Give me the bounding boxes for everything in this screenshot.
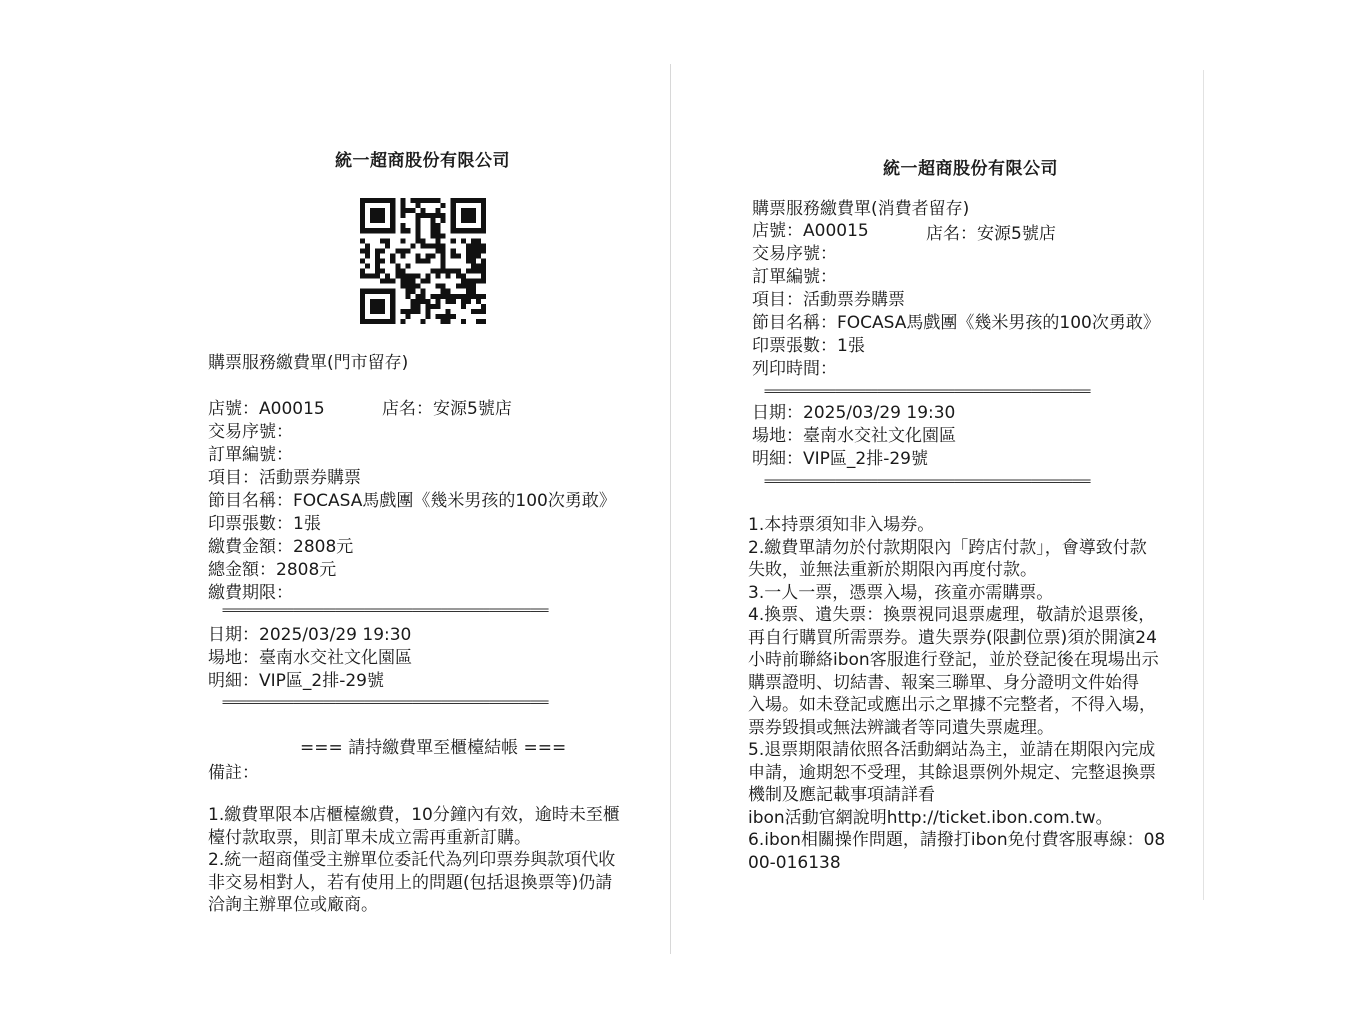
separator-line: ======================================================= — [222, 696, 548, 708]
event-venue: 場地：臺南水交社文化園區 — [752, 426, 956, 446]
seat-detail: 明細：VIP區_2排-29號 — [208, 671, 384, 691]
store-number: 店號：A00015 — [752, 221, 869, 241]
ticket-count: 印票張數：1張 — [752, 336, 865, 356]
notes-text: 1.繳費單限本店櫃檯繳費，10分鐘內有效，逾時未至櫃 檯付款取票，則訂單未成立需再重新訂購。 2.統一超商僅受主辦單位委託代為列印票券與款項代收 非交易相對人，若有使用上的問題(包括退換票等)仍請 洽詢主辦單位或廠商。 — [208, 805, 620, 915]
qr-code — [360, 198, 486, 324]
payment-amount: 繳費金額：2808元 — [208, 537, 354, 557]
order-number: 訂單編號： — [208, 445, 293, 465]
print-time: 列印時間： — [752, 359, 837, 379]
ticket-count: 印票張數：1張 — [208, 514, 321, 534]
program-name: 節目名稱：FOCASA馬戲團《幾米男孩的100次勇敢》 — [208, 491, 616, 511]
event-date: 日期：2025/03/29 19:30 — [752, 403, 956, 423]
total-amount: 總金額：2808元 — [208, 560, 337, 580]
remark-label: 備註： — [208, 763, 259, 783]
separator-line: ======================================================= — [222, 604, 548, 616]
form-title: 購票服務繳費單(消費者留存) — [752, 199, 970, 219]
store-name: 店名：安源5號店 — [382, 399, 512, 419]
separator-line: ======================================================= — [764, 475, 1090, 487]
event-venue: 場地：臺南水交社文化園區 — [208, 648, 412, 668]
item-type: 項目：活動票券購票 — [208, 468, 361, 488]
store-name: 店名：安源5號店 — [926, 224, 1056, 244]
notes-text: 1.本持票須知非入場券。 2.繳費單請勿於付款期限內「跨店付款」，會導致付款 失敗，並無法重新於期限內再度付款。 3.一人一票，憑票入場，孩童亦需購票。 4.換票、遺失票：換票視同退票處理，敬請於退票後， 再自行購買所需票券。遺失票券(限劃位票)須於開演24 小時前聯絡ibon客服進行登記，並於登記後在現場出示 購票證明、切結書、報案三聯單、身分證明文件始得 入場。如未登記或應出示之單據不完整者，不得入場， 票券毀損或無法辨識者等同遺失票處理。 5.退票期限請依照各活動網站為主，並請在期限內完成 申請，逾期恕不受理，其餘退票例外規定、完整退換票 機制及應記載事項請詳看 ibon活動官網說明http://ticket.ibon.com.tw。 6.ibon相關操作問題，請撥打ibon免付費客服專線：08 00-016138 — [748, 515, 1166, 873]
form-title: 購票服務繳費單(門市留存) — [208, 353, 409, 373]
company-name: 統一超商股份有限公司 — [335, 151, 510, 171]
item-type: 項目：活動票券購票 — [752, 290, 905, 310]
order-number: 訂單編號： — [752, 267, 837, 287]
separator-line: ======================================================= — [764, 385, 1090, 397]
store-copy-receipt — [170, 64, 671, 954]
consumer-copy-receipt — [718, 70, 1204, 900]
program-name: 節目名稱：FOCASA馬戲團《幾米男孩的100次勇敢》 — [752, 313, 1160, 333]
checkout-instruction: === 請持繳費單至櫃檯結帳 === — [300, 738, 567, 758]
seat-detail: 明細：VIP區_2排-29號 — [752, 449, 928, 469]
payment-deadline: 繳費期限： — [208, 583, 293, 603]
company-name: 統一超商股份有限公司 — [883, 159, 1058, 179]
transaction-number: 交易序號： — [752, 244, 837, 264]
store-number: 店號：A00015 — [208, 399, 325, 419]
transaction-number: 交易序號： — [208, 422, 293, 442]
event-date: 日期：2025/03/29 19:30 — [208, 625, 412, 645]
